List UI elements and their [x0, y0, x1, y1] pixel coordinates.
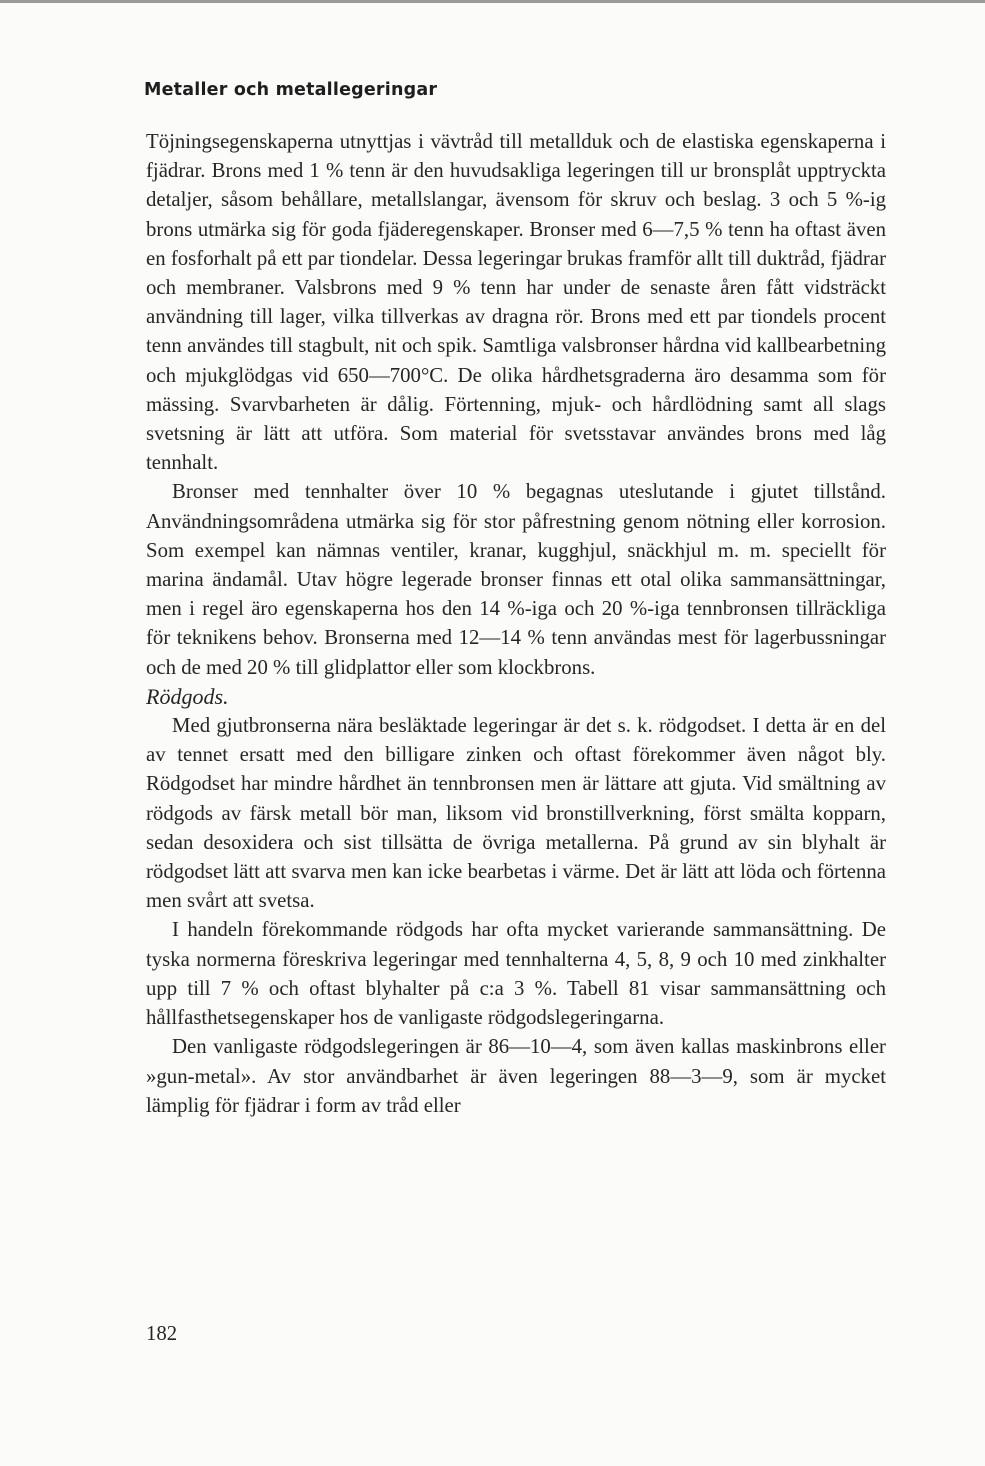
- running-head: Metaller och metallegeringar: [144, 80, 438, 100]
- paragraph: Med gjutbronserna nära besläktade legeringar är det s. k. rödgodset. I detta är en del av tennet ersatt med den billigare zinken och oftast förekommer även något bly. Rödgodset har mindre hårdhet än tennbronsen men är lättare att gjuta. Vid smältning av rödgods av färsk metall bör man, liksom vid bronstillverkning, först smälta kopparn, sedan desoxidera och sist tillsätta de övriga metallerna. På grund av sin blyhalt är rödgodset lätt att svarva men kan icke bearbetas i värme. Det är lätt att löda och förtenna men svårt att svetsa.: [146, 714, 886, 913]
- body-text: [146, 127, 886, 1120]
- paragraph: Bronser med tennhalter över 10 % begagnas uteslutande i gjutet tillstånd. Användningsområdena utmärka sig för stor påfrestning genom nötning eller korrosion. Som exempel kan nämnas ventiler, kranar, kugghjul, snäckhjul m. m. speciellt för marina ändamål. Utav högre legerade bronser finnas ett otal olika sammansättningar, men i regel äro egenskaperna hos den 14 %-iga och 20 %-iga tennbronsen tillräckliga för teknikens behov. Bronserna med 12—14 % tenn användas mest för lagerbussningar och de med 20 % till glidplattor eller som klockbrons.: [146, 480, 886, 679]
- paragraph: Töjningsegenskaperna utnyttjas i vävtråd till metallduk och de elastiska egenskaperna i fjädrar. Brons med 1 % tenn är den huvudsakliga legeringen till ur bronsplåt upptryckta detaljer, såsom behållare, metallslangar, ävensom för skruv och beslag. 3 och 5 %-ig brons utmärka sig för goda fjäderegenskaper. Bronser med 6—7,5 % tenn ha oftast även en fosforhalt på ett par tiondelar. Dessa legeringar brukas framför allt till duktråd, fjädrar och membraner. Valsbrons med 9 % tenn har under de senaste åren fått vidsträckt användning till lager, vilka tillverkas av dragna rör. Brons med ett par tiondels procent tenn användes till stagbult, nit och spik. Samtliga valsbronser hårdna vid kallbearbetning och mjukglödgas vid 650—700°C. De olika hårdhetsgraderna äro desamma som för mässing. Svarvbarheten är dålig. Förtenning, mjuk- och hårdlödning samt all slags svetsning är lätt att utföra. Som material för svetsstavar användes brons med låg tennhalt.: [146, 130, 886, 475]
- paragraph: I handeln förekommande rödgods har ofta mycket varierande sammansättning. De tyska normerna föreskriva legeringar med tennhalterna 4, 5, 8, 9 och 10 med zinkhalter upp till 7 % och oftast blyhalter på c:a 3 %. Tabell 81 visar sammansättning och hållfasthetsegenskaper hos de vanligaste rödgodslegeringarna.: [146, 918, 886, 1030]
- section-heading: Rödgods.: [146, 683, 229, 709]
- top-edge-rule: [0, 0, 985, 3]
- paragraph: Den vanligaste rödgodslegeringen är 86—10—4, som även kallas maskinbrons eller »gun-metal». Av stor användbarhet är även legeringen 88—3—9, som är mycket lämplig för fjädrar i form av tråd eller: [146, 1035, 886, 1117]
- page-number: 182: [146, 1322, 178, 1345]
